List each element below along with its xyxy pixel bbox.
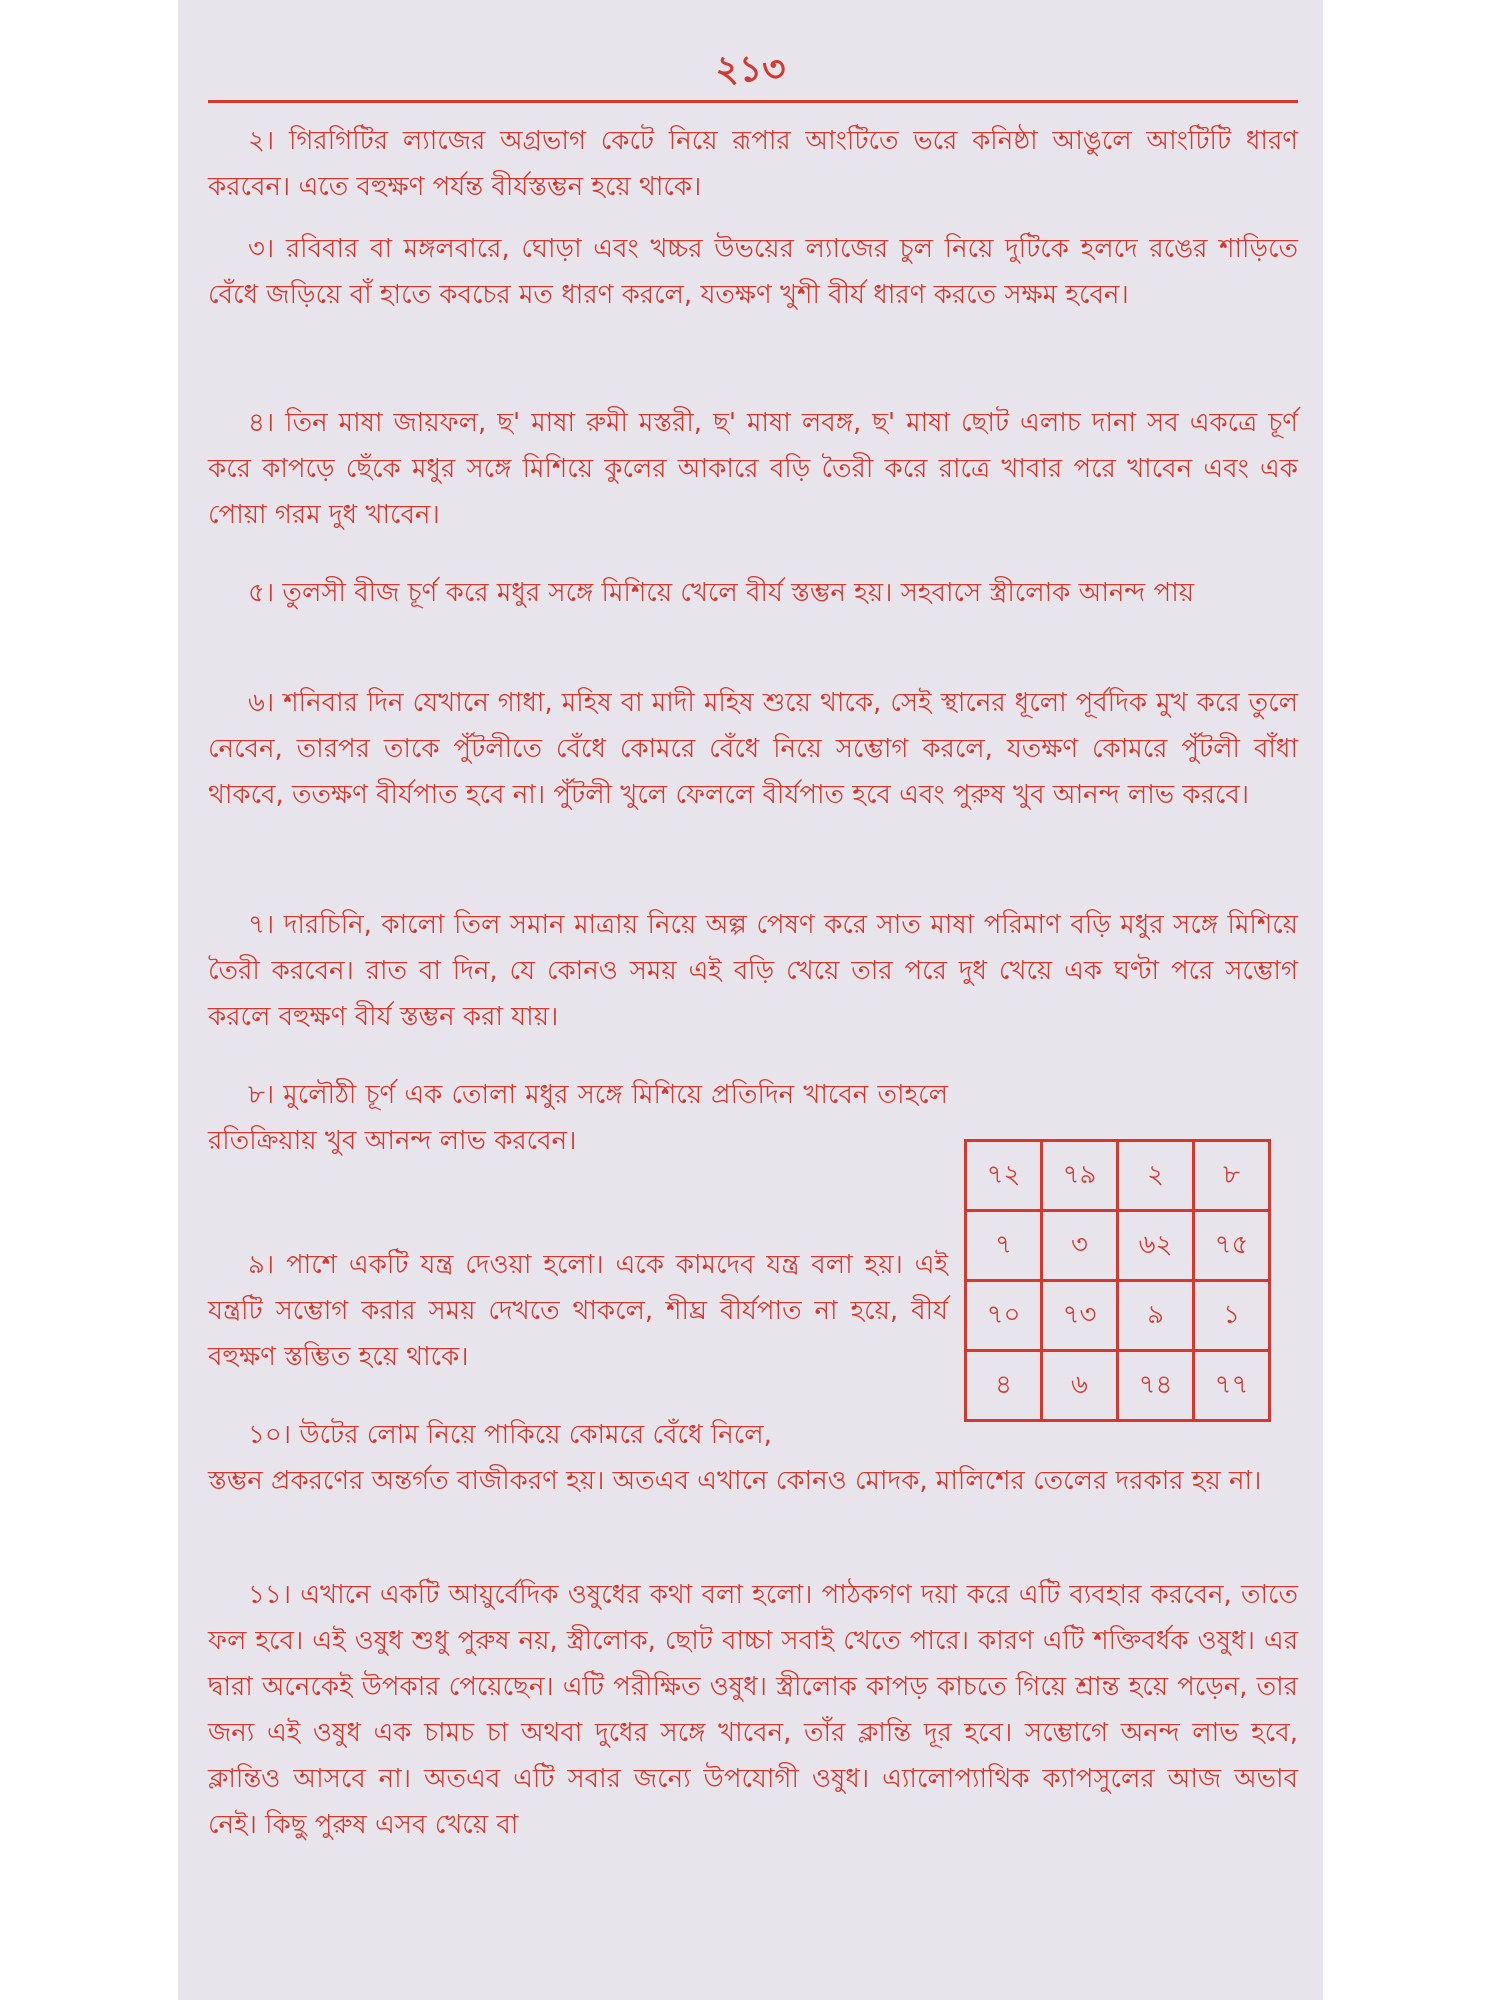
paragraph-3: ৩। রবিবার বা মঙ্গলবারে, ঘোড়া এবং খচ্চর উভয়ের ল্যাজের চুল নিয়ে দুটিকে হলদে রঙের শাড়িতে বেঁধে জড়িয়ে বাঁ হাতে কবচের মত ধারণ করলে, যতক্ষণ খুশী বীর্য ধারণ করতে সক্ষম হবেন। bbox=[208, 234, 1298, 310]
kamdev-yantra-table bbox=[964, 1139, 1271, 1422]
yantra-row bbox=[966, 1351, 1270, 1421]
yantra-row bbox=[966, 1141, 1270, 1211]
paragraph-7: ৭। দারচিনি, কালো তিল সমান মাত্রায় নিয়ে অল্প পেষণ করে সাত মাষা পরিমাণ বড়ি মধুর সঙ্গে মিশিয়ে তৈরী করবেন। রাত বা দিন, যে কোনও সময় এই বড়ি খেয়ে তার পরে দুধ খেয়ে এক ঘণ্টা পরে সম্ভোগ করলে বহুক্ষণ বীর্য স্তম্ভন করা যায়। bbox=[208, 910, 1298, 1032]
paragraph-6: ৬। শনিবার দিন যেখানে গাধা, মহিষ বা মাদী মহিষ শুয়ে থাকে, সেই স্থানের ধূলো পূর্বদিক মুখ করে তুলে নেবেন, তারপর তাকে পুঁটলীতে বেঁধে কোমরে বেঁধে নিয়ে সম্ভোগ করলে, যতক্ষণ কোমরে পুঁটলী বাঁধা থাকবে, ততক্ষণ বীর্যপাত হবে না। পুঁটলী খুলে ফেললে বীর্যপাত হবে এবং পুরুষ খুব আনন্দ লাভ করবে। bbox=[208, 688, 1298, 810]
yantra-cell: ৭০ bbox=[966, 1281, 1042, 1351]
yantra-cell: ৭ bbox=[966, 1211, 1042, 1281]
yantra-cell: ৩ bbox=[1042, 1211, 1118, 1281]
yantra-row bbox=[966, 1211, 1270, 1281]
paragraph-10-start: ১০। উটের লোম নিয়ে পাকিয়ে কোমরে বেঁধে নিলে, bbox=[248, 1420, 772, 1450]
yantra-cell: ৭৪ bbox=[1118, 1351, 1194, 1421]
page-number: ২১৩ bbox=[715, 49, 786, 90]
header-rule bbox=[208, 100, 1298, 103]
yantra-cell: ৪ bbox=[966, 1351, 1042, 1421]
yantra-cell: ৬ bbox=[1042, 1351, 1118, 1421]
book-page bbox=[178, 0, 1323, 2000]
yantra-cell: ৭৩ bbox=[1042, 1281, 1118, 1351]
paragraph-5: ৫। তুলসী বীজ চূর্ণ করে মধুর সঙ্গে মিশিয়ে খেলে বীর্য স্তম্ভন হয়। সহবাসে স্ত্রীলোক আনন্দ পায় bbox=[248, 578, 1195, 608]
yantra-cell: ৯ bbox=[1118, 1281, 1194, 1351]
yantra-cell: ৭৫ bbox=[1194, 1211, 1270, 1281]
yantra-cell: ৭৯ bbox=[1042, 1141, 1118, 1211]
paragraph-2: ২। গিরগিটির ল্যাজের অগ্রভাগ কেটে নিয়ে রূপার আংটিতে ভরে কনিষ্ঠা আঙুলে আংটিটি ধারণ করবেন। এতে বহুক্ষণ পর্যন্ত বীর্যস্তম্ভন হয়ে থাকে। bbox=[208, 126, 1298, 202]
paragraph-8: ৮। মুলৌঠী চূর্ণ এক তোলা মধুর সঙ্গে মিশিয়ে প্রতিদিন খাবেন তাহলে রতিক্রিয়ায় খুব আনন্দ লাভ করবেন। bbox=[208, 1080, 948, 1156]
yantra-cell: ৭২ bbox=[966, 1141, 1042, 1211]
paragraph-4: ৪। তিন মাষা জায়ফল, ছ' মাষা রুমী মস্তরী, ছ' মাষা লবঙ্গ, ছ' মাষা ছোট এলাচ দানা সব একত্রে চূর্ণ করে কাপড়ে ছেঁকে মধুর সঙ্গে মিশিয়ে কুলের আকারে বড়ি তৈরী করে রাত্রে খাবার পরে খাবেন এবং এক পোয়া গরম দুধ খাবেন। bbox=[208, 408, 1298, 530]
yantra-cell: ২ bbox=[1118, 1141, 1194, 1211]
yantra-cell: ৮ bbox=[1194, 1141, 1270, 1211]
yantra-cell: ৬২ bbox=[1118, 1211, 1194, 1281]
yantra-cell: ১ bbox=[1194, 1281, 1270, 1351]
yantra-cell: ৭৭ bbox=[1194, 1351, 1270, 1421]
paragraph-9: ৯। পাশে একটি যন্ত্র দেওয়া হলো। একে কামদেব যন্ত্র বলা হয়। এই যন্ত্রটি সম্ভোগ করার সময় দেখতে থাকলে, শীঘ্র বীর্যপাত না হয়ে, বীর্য বহুক্ষণ স্তম্ভিত হয়ে থাকে। bbox=[208, 1250, 948, 1372]
paragraph-11: ১১। এখানে একটি আয়ুর্বেদিক ওষুধের কথা বলা হলো। পাঠকগণ দয়া করে এটি ব্যবহার করবেন, তাতে ফল হবে। এই ওষুধ শুধু পুরুষ নয়, স্ত্রীলোক, ছোট বাচ্চা সবাই খেতে পারে। কারণ এটি শক্তিবর্ধক ওষুধ। এর দ্বারা অনেকেই উপকার পেয়েছেন। এটি পরীক্ষিত ওষুধ। স্ত্রীলোক কাপড় কাচতে গিয়ে শ্রান্ত হয়ে পড়েন, তার জন্য এই ওষুধ এক চামচ চা অথবা দুধের সঙ্গে খাবেন, তাঁর ক্লান্তি দূর হবে। সম্ভোগে অনন্দ লাভ হবে, ক্লান্তিও আসবে না। অতএব এটি সবার জন্যে উপযোগী ওষুধ। এ্যালোপ্যাথিক ক্যাপসুলের আজ অভাব নেই। কিছু পুরুষ এসব খেয়ে বা bbox=[208, 1580, 1298, 1840]
paragraph-10-rest: স্তম্ভন প্রকরণের অন্তর্গত বাজীকরণ হয়। অতএব এখানে কোনও মোদক, মালিশের তেলের দরকার হয় না। bbox=[208, 1466, 1262, 1496]
yantra-row bbox=[966, 1281, 1270, 1351]
